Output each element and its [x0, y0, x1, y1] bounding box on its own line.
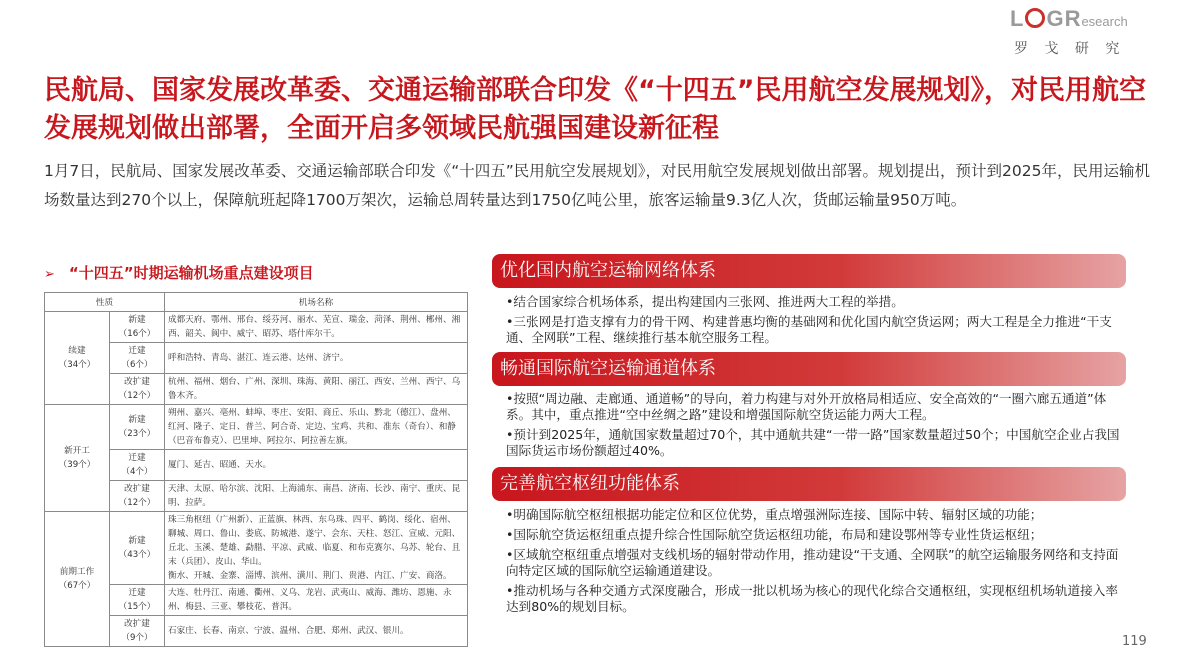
logo-chinese-name: 罗 戈 研 究 — [1014, 41, 1126, 57]
bullet-item: •按照“周边融、走廊通、通道畅”的导向，着力构建与对外开放格局相适应、安全高效的“一圈六廊五通道”体系。其中，重点推进“空中丝绸之路”建设和增强国际航空货运能力两大工程。 — [506, 391, 1107, 422]
table-row — [45, 312, 468, 343]
names-cell: 成都天府、鄂州、邢台、绥芬河、丽水、芜宣、瑞金、菏泽、荆州、郴州、湘西、韶关、阆中、威宁、昭苏、塔什库尔干。 — [165, 312, 468, 343]
type-cell: 改扩建 （9个） — [110, 616, 165, 647]
type-cell: 新建 （23个） — [110, 405, 165, 450]
section-bullets-international-channels — [506, 391, 1126, 463]
names-cell: 石家庄、长春、南京、宁波、温州、合肥、郑州、武汉、银川。 — [165, 616, 468, 647]
names-cell: 杭州、福州、烟台、广州、深圳、珠海、黄阳、丽江、西安、兰州、西宁、乌鲁木齐。 — [165, 374, 468, 405]
group-cell: 续建 （34个） — [45, 312, 110, 405]
header-nature: 性质 — [45, 293, 165, 312]
logr-logo — [1010, 6, 1170, 62]
names-cell: 珠三角枢纽（广州新）、正蓝旗、林西、东乌珠、四平、鹤岗、绥化、宿州、聊城、周口、鲁山、娄底、防城港、遂宁、会东、天柱、怒江、宣威、元阳、丘北、玉溪、楚雄、勐腊、平凉、武威、临夏、和布克赛尔、乌苏、轮台、且末（兵团）、皮山、华山。 衡水、开城、金寨、淄博、滨州、潢川、荆门、贵港、内江、广安、商洛。 — [165, 512, 468, 585]
bullet-item: •预计到2025年，通航国家数量超过70个，其中通航共建“一带一路”国家数量超过50个；中国航空企业占我国国际货运市场份额超过40%。 — [506, 427, 1120, 458]
logo-ring-icon — [1025, 8, 1045, 28]
bullet-item: •区域航空枢纽重点增强对支线机场的辐射带动作用，推动建设“干支通、全网联”的航空运输服务网络和支持面向特定区域的国际航空运输通道建设。 — [506, 547, 1119, 578]
bullet-item: •国际航空货运枢纽重点提升综合性国际航空货运枢纽功能，布局和建设鄂州等专业性货运枢纽； — [506, 527, 1043, 542]
group-cell: 前期工作 （67个） — [45, 512, 110, 647]
section-bar-domestic-network: 优化国内航空运输网络体系 — [492, 254, 1126, 288]
section-bar-international-channels: 畅通国际航空运输通道体系 — [492, 352, 1126, 386]
type-cell: 改扩建 （12个） — [110, 481, 165, 512]
airport-projects-table — [44, 292, 468, 647]
table-row — [45, 512, 468, 585]
group-cell: 新开工 （39个） — [45, 405, 110, 512]
type-cell: 新建 （16个） — [110, 312, 165, 343]
page-title: 民航局、国家发展改革委、交通运输部联合印发《“十四五”民用航空发展规划》，对民用航空发展规划做出部署，全面开启多领域民航强国建设新征程 — [44, 75, 1146, 144]
type-cell: 迁建 （4个） — [110, 450, 165, 481]
type-cell: 迁建 （6个） — [110, 343, 165, 374]
logo-wordmark: L GResearch — [1010, 6, 1128, 31]
names-cell: 大连、牡丹江、南通、衢州、义乌、龙岩、武夷山、威海、潍坊、恩施、永州、梅县、三亚、攀枝花、普洱。 — [165, 585, 468, 616]
header-airport-name: 机场名称 — [165, 293, 468, 312]
section-bullets-hub-functions — [506, 507, 1126, 619]
names-cell: 厦门、延吉、昭通、天水。 — [165, 450, 468, 481]
section-bullets-domestic-network — [506, 294, 1126, 350]
table-row — [45, 405, 468, 450]
intro-paragraph: 1月7日，民航局、国家发展改革委、交通运输部联合印发《“十四五”民用航空发展规划》，对民用航空发展规划做出部署。规划提出，预计到2025年，民用运输机场数量达到270个以上，保障航班起降1700万架次，运输总周转量达到1750亿吨公里，旅客运输量9.3亿人次，货邮运输量950万吨。 — [44, 162, 1150, 209]
bullet-item: •明确国际航空枢纽根据功能定位和区位优势，重点增强洲际连接、国际中转、辐射区域的功能； — [506, 507, 1043, 522]
type-cell: 改扩建 （12个） — [110, 374, 165, 405]
type-cell: 新建 （43个） — [110, 512, 165, 585]
names-cell: 天津、太原、哈尔滨、沈阳、上海浦东、南昌、济南、长沙、南宁、重庆、昆明、拉萨。 — [165, 481, 468, 512]
page-number: 119 — [1122, 634, 1147, 649]
arrow-bullet-icon: ➢ — [44, 267, 55, 282]
bullet-item: •三张网是打造支撑有力的骨干网、构建普惠均衡的基础网和优化国内航空货运网；两大工程是全力推进“干支通、全网联”工程、继续推行基本航空服务工程。 — [506, 314, 1112, 345]
bullet-item: •结合国家综合机场体系，提出构建国内三张网、推进两大工程的举措。 — [506, 294, 904, 309]
table-header-row — [45, 293, 468, 312]
bullet-item: •推动机场与各种交通方式深度融合，形成一批以机场为核心的现代化综合交通枢纽，实现枢纽机场轨道接入率达到80%的规划目标。 — [506, 583, 1118, 614]
names-cell: 呼和浩特、青岛、湛江、连云港、达州、济宁。 — [165, 343, 468, 374]
table-heading: ➢ “十四五”时期运输机场重点建设项目 — [44, 264, 314, 282]
section-bar-hub-functions: 完善航空枢纽功能体系 — [492, 467, 1126, 501]
type-cell: 迁建 （15个） — [110, 585, 165, 616]
names-cell: 朔州、嘉兴、亳州、蚌埠、枣庄、安阳、商丘、乐山、黔北（德江）、盘州、红河、隆子、定日、普兰、阿合奇、定边、宝鸡、共和、准东（奇台）、和静（巴音布鲁克）、巴里坤、阿拉尔、阿拉善左旗。 — [165, 405, 468, 450]
